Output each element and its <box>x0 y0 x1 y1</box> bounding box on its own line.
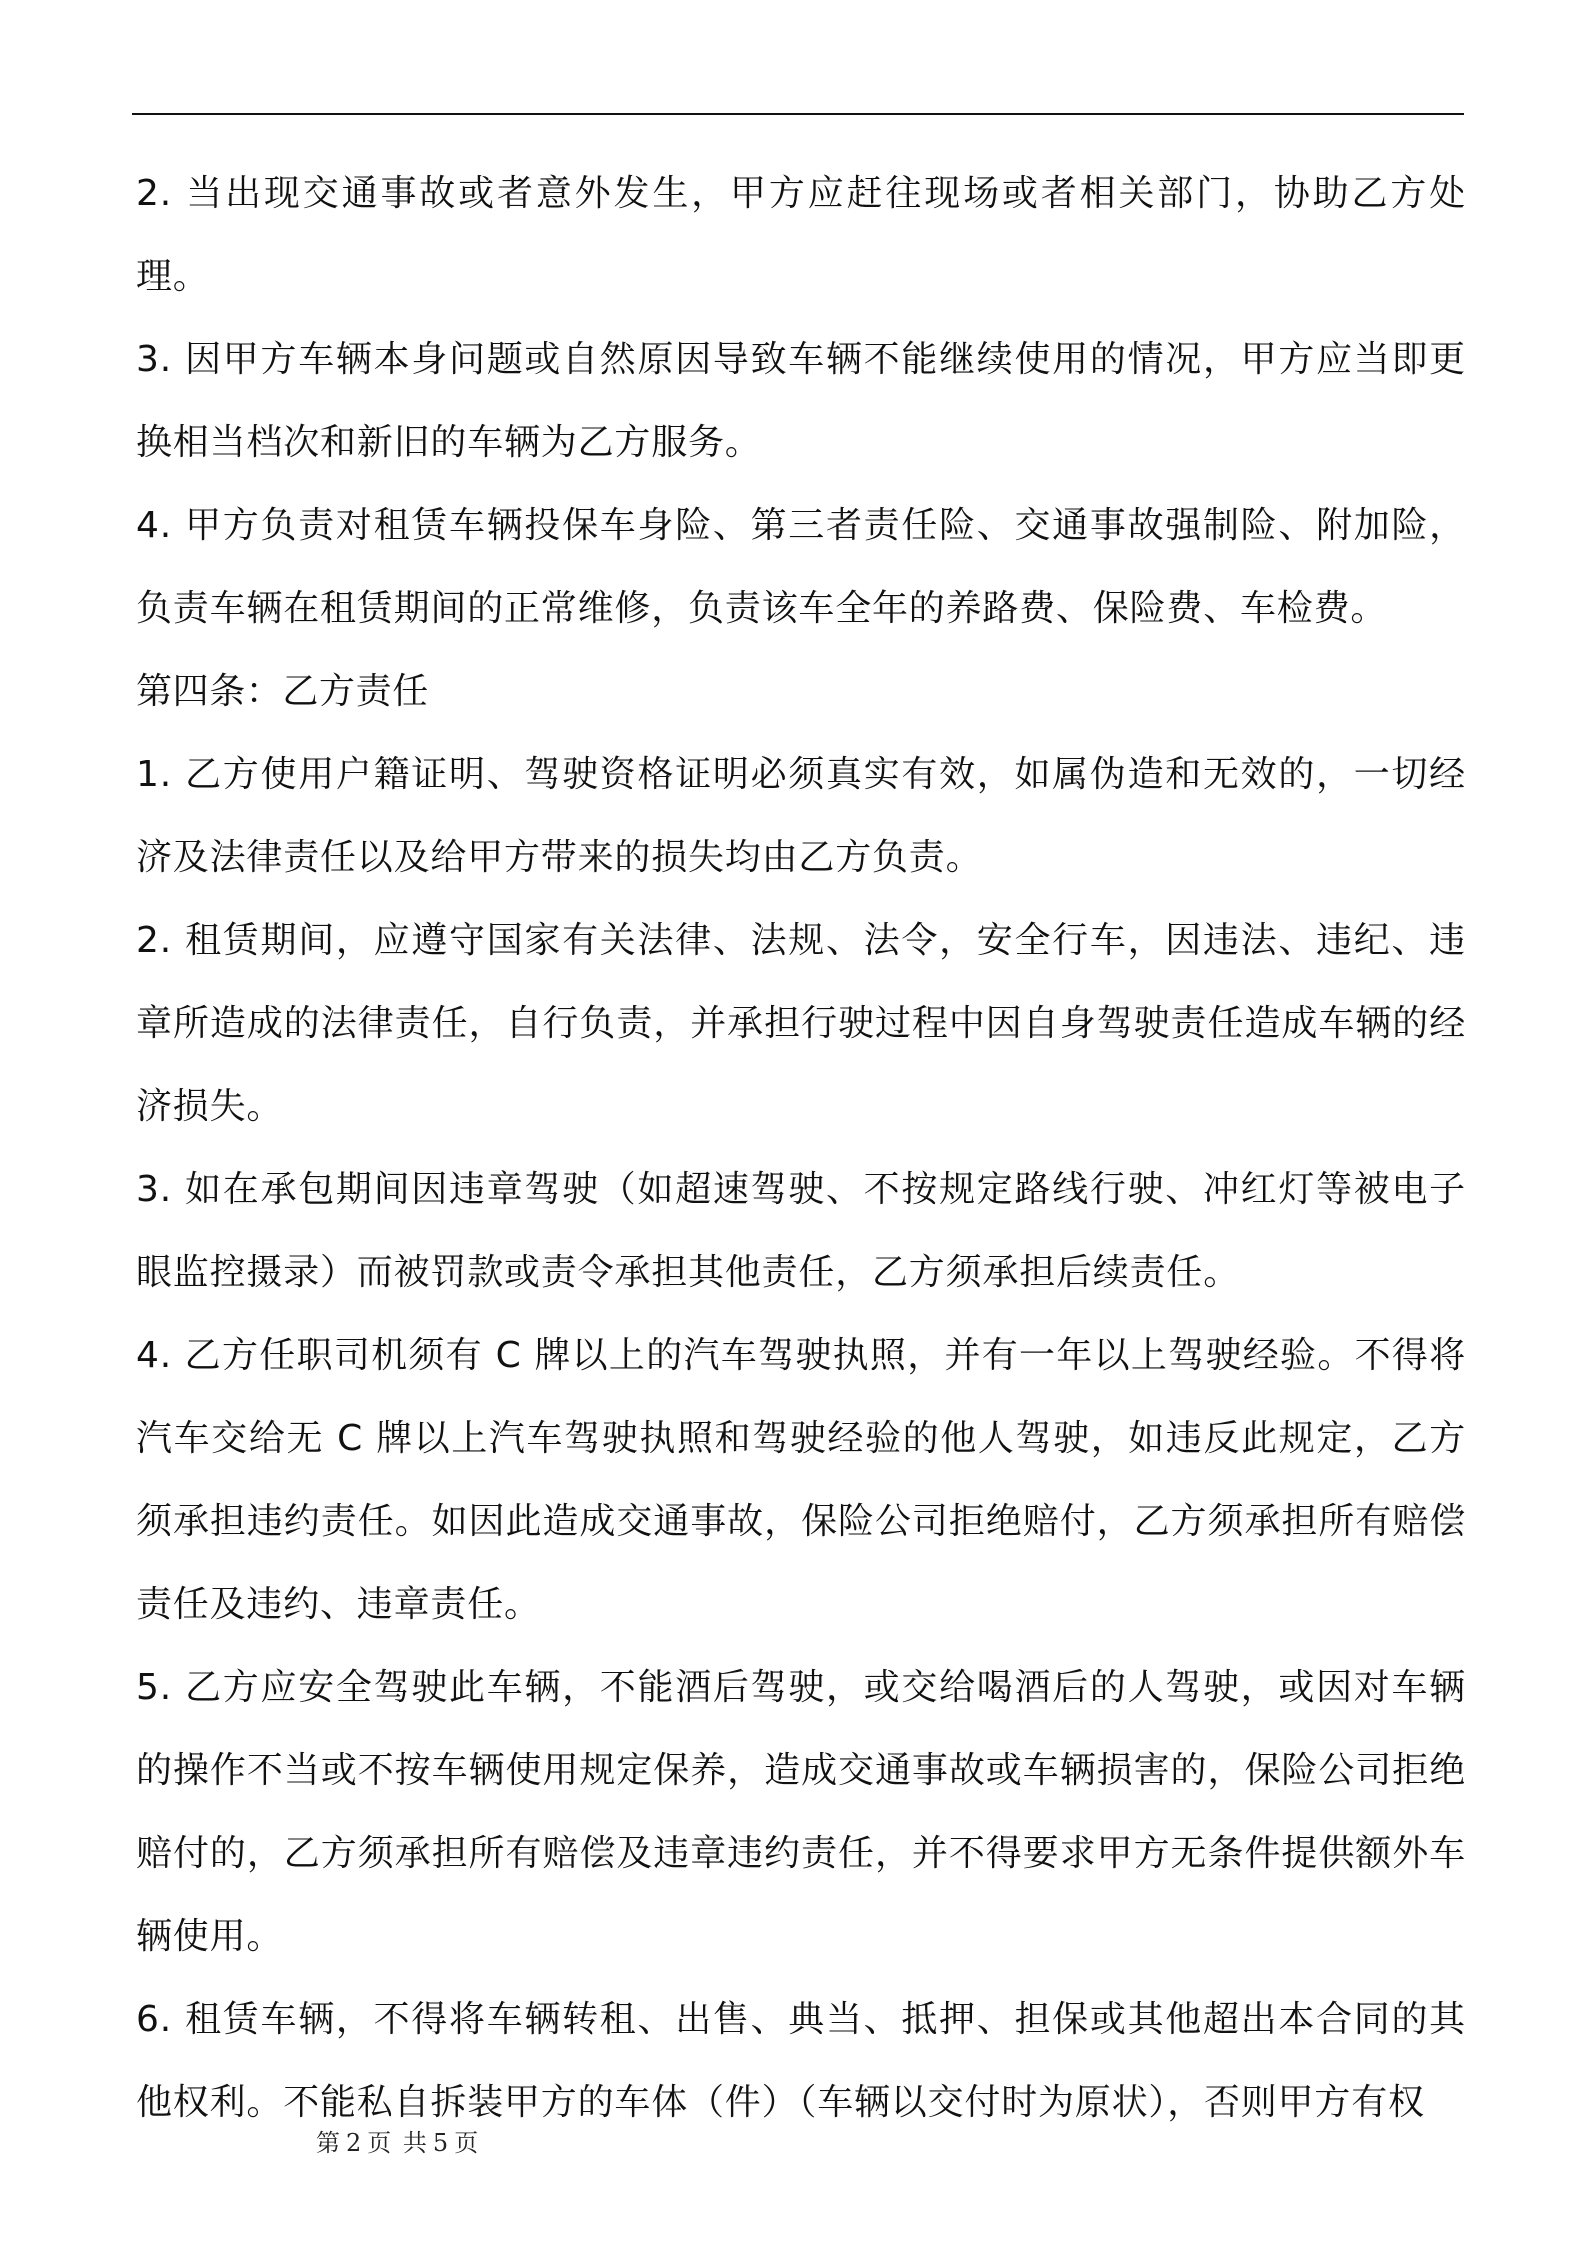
document-body <box>136 152 1466 2144</box>
paragraph-party-b-2: 2. 租赁期间，应遵守国家有关法律、法规、法令，安全行车，因违法、违纪、违章所造成的法律责任，自行负责，并承担行驶过程中因自身驾驶责任造成车辆的经济损失。 <box>136 920 1466 1127</box>
paragraph-party-a-4: 4. 甲方负责对租赁车辆投保车身险、第三者责任险、交通事故强制险、附加险，负责车辆在租赁期间的正常维修，负责该车全年的养路费、保险费、车检费。 <box>136 505 1466 629</box>
paragraph-party-b-4: 4. 乙方任职司机须有 C 牌以上的汽车驾驶执照，并有一年以上驾驶经验。不得将汽车交给无 C 牌以上汽车驾驶执照和驾驶经验的他人驾驶，如违反此规定，乙方须承担违约责任。如因此造成交通事故，保险公司拒绝赔付，乙方须承担所有赔偿责任及违约、违章责任。 <box>136 1335 1466 1625</box>
page-footer <box>316 2128 484 2158</box>
paragraph-party-b-6: 6. 租赁车辆，不得将车辆转租、出售、典当、抵押、担保或其他超出本合同的其他权利。不能私自拆装甲方的车体（件）（车辆以交付时为原状），否则甲方有权 <box>136 1999 1466 2123</box>
header-rule <box>132 113 1464 115</box>
footer-suffix: 页 <box>454 2129 479 2157</box>
footer-mid: 页 共 <box>367 2129 427 2157</box>
current-page-number: 2 <box>346 2129 362 2157</box>
total-pages-number: 5 <box>432 2129 449 2157</box>
paragraph-party-b-3: 3. 如在承包期间因违章驾驶（如超速驾驶、不按规定路线行驶、冲红灯等被电子眼监控摄录）而被罚款或责令承担其他责任，乙方须承担后续责任。 <box>136 1169 1466 1293</box>
paragraph-party-b-5: 5. 乙方应安全驾驶此车辆，不能酒后驾驶，或交给喝酒后的人驾驶，或因对车辆的操作不当或不按车辆使用规定保养，造成交通事故或车辆损害的，保险公司拒绝赔付的，乙方须承担所有赔偿及违章违约责任，并不得要求甲方无条件提供额外车辆使用。 <box>136 1667 1466 1957</box>
paragraph-party-a-2: 2. 当出现交通事故或者意外发生，甲方应赶往现场或者相关部门，协助乙方处理。 <box>136 173 1466 297</box>
footer-prefix: 第 <box>316 2129 340 2157</box>
paragraph-party-b-1: 1. 乙方使用户籍证明、驾驶资格证明必须真实有效，如属伪造和无效的，一切经济及法律责任以及给甲方带来的损失均由乙方负责。 <box>136 754 1466 878</box>
section-heading-article-4: 第四条：乙方责任 <box>136 671 429 712</box>
paragraph-party-a-3: 3. 因甲方车辆本身问题或自然原因导致车辆不能继续使用的情况，甲方应当即更换相当档次和新旧的车辆为乙方服务。 <box>136 339 1466 463</box>
